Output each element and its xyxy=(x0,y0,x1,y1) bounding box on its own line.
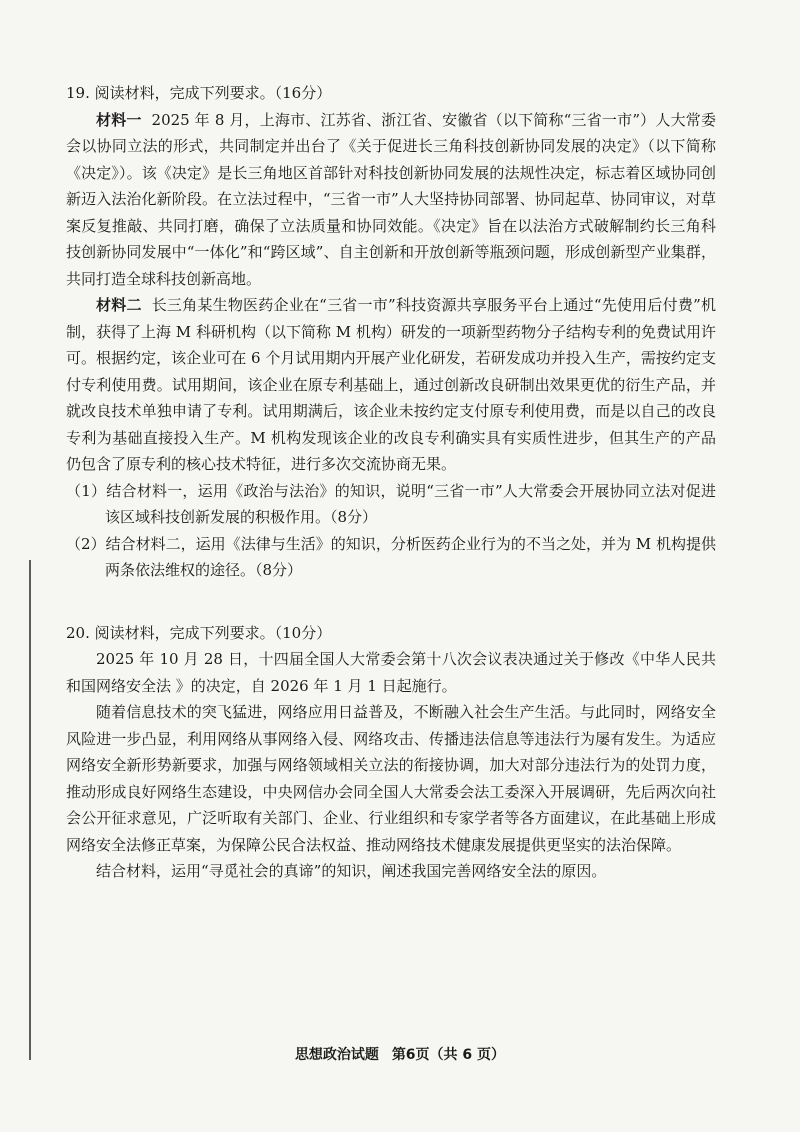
question-20-paragraph-1: 2025 年 10 月 28 日，十四届全国人大常委会第十八次会议表决通过关于修改《中华人民共和国网络安全法 》的决定，自 2026 年 1 月 1 日起施行。 xyxy=(66,650,716,695)
binding-margin-line xyxy=(29,560,31,1060)
question-19-requirement-1: （1）结合材料一，运用《政治与法治》的知识，说明“三省一市”人大常委会开展协同立法对促进该区域科技创新发展的积极作用。（8分） xyxy=(66,481,716,526)
material-2-label: 材料二 xyxy=(96,296,142,314)
section-gap xyxy=(66,584,716,620)
footer-page-number: 第6页（共 6 页） xyxy=(391,1047,506,1063)
question-20-paragraph-2: 随着信息技术的突飞猛进，网络应用日益普及，不断融入社会生产生活。与此同时，网络安全风险进一步凸显，利用网络从事网络入侵、网络攻击、传播违法信息等违法行为屡有发生。为适应网络安全新形势新要求，加强与网络领域相关立法的衔接协调，加大对部分违法行为的处罚力度，推动形成良好网络生态建设，中央网信办会同全国人大常委会法工委深入开展调研，先后两次向社会公开征求意见，广泛听取有关部门、企业、行业组织和专家学者等各方面建议，在此基础上形成网络安全法修正草案，为保障公民合法权益、推动网络技术健康发展提供更坚实的法治保障。 xyxy=(66,703,716,854)
material-2 xyxy=(66,292,716,478)
question-19-title: 19. 阅读材料，完成下列要求。（16分） xyxy=(66,84,332,102)
page-footer xyxy=(0,1044,800,1064)
question-19-requirement-2: （2）结合材料二，运用《法律与生活》的知识，分析医药企业行为的不当之处，并为 M 机构提供两条依法维权的途径。（8分） xyxy=(66,534,716,579)
material-1-text: 2025 年 8 月，上海市、江苏省、浙江省、安徽省（以下简称“三省一市”）人大常委会以协同立法的形式，共同制定并出台了《关于促进长三角科技创新协同发展的决定》（以下简称《决定》）。该《决定》是长三角地区首部针对科技创新协同发展的法规性决定，标志着区域协同创新迈入法治化新阶段。在立法过程中，“三省一市”人大坚持协同部署、协同起草、协同审议，对草案反复推敲、共同打磨，确保了立法质量和协同效能。《决定》旨在以法治方式破解制约长三角科技创新协同发展中“一体化”和“跨区域”、自主创新和开放创新等瓶颈问题，形成创新型产业集群，共同打造全球科技创新高地。 xyxy=(66,110,716,288)
material-2-text: 长三角某生物医药企业在“三省一市”科技资源共享服务平台上通过“先使用后付费”机制，获得了上海 M 科研机构（以下简称 M 机构）研发的一项新型药物分子结构专利的免费试用许可。根据约定，该企业可在 6 个月试用期内开展产业化研发，若研发成功并投入生产，需按约定支付专利使用费。试用期间，该企业在原专利基础上，通过创新改良研制出效果更优的衍生产品，并就改良技术单独申请了专利。试用期满后，该企业未按约定支付原专利使用费，而是以自己的改良专利为基础直接投入生产。M 机构发现该企业的改良专利确实具有实质性进步，但其生产的产品仍包含了原专利的核心技术特征，进行多次交流协商无果。 xyxy=(66,296,716,473)
question-20-requirement: 结合材料，运用“寻觅社会的真谛”的知识，阐述我国完善网络安全法的原因。 xyxy=(96,862,607,880)
footer-subject: 思想政治试题 xyxy=(294,1047,379,1063)
material-1 xyxy=(66,107,716,293)
material-1-label: 材料一 xyxy=(96,110,142,129)
page-content xyxy=(66,80,716,885)
question-20-title: 20. 阅读材料，完成下列要求。（10分） xyxy=(66,623,332,642)
